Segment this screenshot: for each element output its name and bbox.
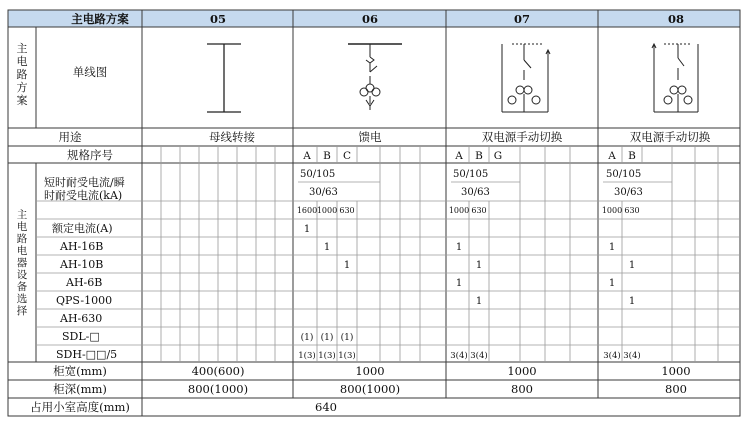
equip-side-char-2: 电	[16, 221, 28, 233]
spec-06-c: C	[342, 150, 352, 162]
equip-side-char-3: 路	[16, 233, 28, 245]
spec-label: 规格序号	[67, 148, 113, 162]
diagram-side-char-4: 方	[16, 81, 28, 94]
withstand-08-line-2: 30/63	[614, 187, 643, 198]
withstand-06-line-2: 30/63	[309, 187, 338, 198]
spec-07-b: B	[475, 150, 483, 162]
equip-side-char-5: 器	[16, 257, 28, 269]
width-05: 400(600)	[191, 364, 245, 378]
scheme-07-number: 07	[513, 12, 531, 26]
scheme-06-single-line-diagram	[348, 44, 402, 110]
withstand-07-line-2: 30/63	[461, 187, 490, 198]
scheme-05-number: 05	[209, 12, 227, 26]
item-name-rated: 额定电流(A)	[52, 222, 113, 235]
rated-08-630: 630	[624, 206, 640, 215]
spec-07-a: A	[455, 150, 463, 162]
cell-r6-06c: (1)	[340, 333, 354, 343]
diagram-side-label	[17, 42, 28, 107]
cell-r3-08a: 1	[608, 278, 616, 289]
equipment-side-label	[17, 209, 28, 317]
usage-06: 馈电	[358, 130, 382, 144]
withstand-label-line-1: 短时耐受电流/瞬	[44, 176, 125, 189]
width-07: 1000	[507, 364, 537, 378]
item-name-sdl: SDL-□	[62, 330, 100, 343]
cell-r2-08b: 1	[628, 260, 636, 271]
equip-side-char-6: 设	[16, 269, 28, 281]
diagram-side-char-2: 电	[16, 55, 28, 68]
height-label: 占用小室高度(mm)	[30, 400, 130, 414]
depth-08: 800	[665, 382, 687, 396]
equip-side-char-9: 择	[16, 305, 28, 317]
rated-08-1000: 1000	[601, 206, 623, 215]
equip-side-char-1: 主	[16, 209, 28, 221]
rated-07-1000: 1000	[448, 206, 470, 215]
width-06: 1000	[355, 364, 385, 378]
cell-r1-06b: 1	[323, 242, 331, 253]
cell-r2-06c: 1	[343, 260, 351, 271]
diagram-side-char-3: 路	[16, 68, 28, 81]
scheme-05-single-line-diagram	[207, 44, 241, 112]
item-name-ah6b: AH-6B	[66, 276, 103, 289]
cell-r4-07b: 1	[475, 296, 483, 307]
cell-r3-07a: 1	[455, 278, 463, 289]
rated-06-1600: 1600	[296, 206, 318, 215]
depth-07: 800	[511, 382, 533, 396]
usage-07: 双电源手动切换	[481, 130, 563, 144]
diagram-side-char-5: 案	[16, 94, 28, 107]
equip-side-char-8: 选	[16, 293, 28, 305]
item-name-ah630: AH-630	[60, 312, 103, 325]
spec-06-a: A	[303, 150, 311, 162]
withstand-07-line-1: 50/105	[453, 169, 489, 180]
depth-06: 800(1000)	[339, 382, 401, 396]
spec-08-a: A	[608, 150, 616, 162]
cell-r7-07b: 3(4)	[470, 351, 488, 361]
usage-label: 用途	[58, 130, 82, 144]
height-value: 640	[315, 400, 337, 414]
scheme-08-single-line-diagram	[652, 44, 698, 112]
diagram-side-char-1: 主	[16, 42, 28, 55]
spec-07-g: G	[493, 150, 503, 162]
scheme-06-number: 06	[361, 12, 379, 26]
cell-r7-06b: 1(3)	[318, 351, 336, 361]
cell-r2-07b: 1	[475, 260, 483, 271]
scheme-08-number: 08	[667, 12, 685, 26]
cell-r0-06a: 1	[303, 224, 311, 235]
rated-06-630: 630	[339, 206, 355, 215]
withstand-08-line-1: 50/105	[606, 169, 642, 180]
equip-side-char-4: 电	[16, 245, 28, 257]
diagram-label: 单线图	[72, 65, 108, 79]
width-08: 1000	[661, 364, 691, 378]
cell-r6-06a: (1)	[300, 333, 314, 343]
cell-r7-07a: 3(4)	[450, 351, 468, 361]
depth-05: 800(1000)	[187, 382, 249, 396]
cell-r7-06c: 1(3)	[338, 351, 356, 361]
cell-r6-06b: (1)	[320, 333, 334, 343]
cell-r7-08a: 3(4)	[603, 351, 621, 361]
item-name-sdh: SDH-□□/5	[56, 348, 118, 361]
item-name-qps1000: QPS-1000	[56, 294, 113, 307]
equip-side-char-7: 备	[16, 281, 28, 293]
cell-r4-08b: 1	[628, 296, 636, 307]
withstand-06-line-1: 50/105	[300, 169, 336, 180]
rated-07-630: 630	[471, 206, 487, 215]
cell-r1-07a: 1	[455, 242, 463, 253]
item-name-ah10b: AH-10B	[60, 258, 104, 271]
depth-label: 柜深(mm)	[53, 382, 107, 396]
usage-05: 母线转接	[209, 130, 255, 144]
usage-08: 双电源手动切换	[629, 130, 711, 144]
spec-08-b: B	[628, 150, 636, 162]
width-label: 柜宽(mm)	[53, 364, 107, 378]
item-name-ah16b: AH-16B	[60, 240, 104, 253]
cell-r7-06a: 1(3)	[298, 351, 316, 361]
cell-r1-08a: 1	[608, 242, 616, 253]
withstand-label-line-2: 时耐受电流(kA)	[44, 189, 123, 202]
header-row-label: 主电路方案	[71, 12, 129, 26]
rated-06-1000: 1000	[316, 206, 338, 215]
cell-r7-08b: 3(4)	[623, 351, 641, 361]
scheme-07-single-line-diagram	[502, 44, 550, 112]
spec-06-b: B	[323, 150, 331, 162]
